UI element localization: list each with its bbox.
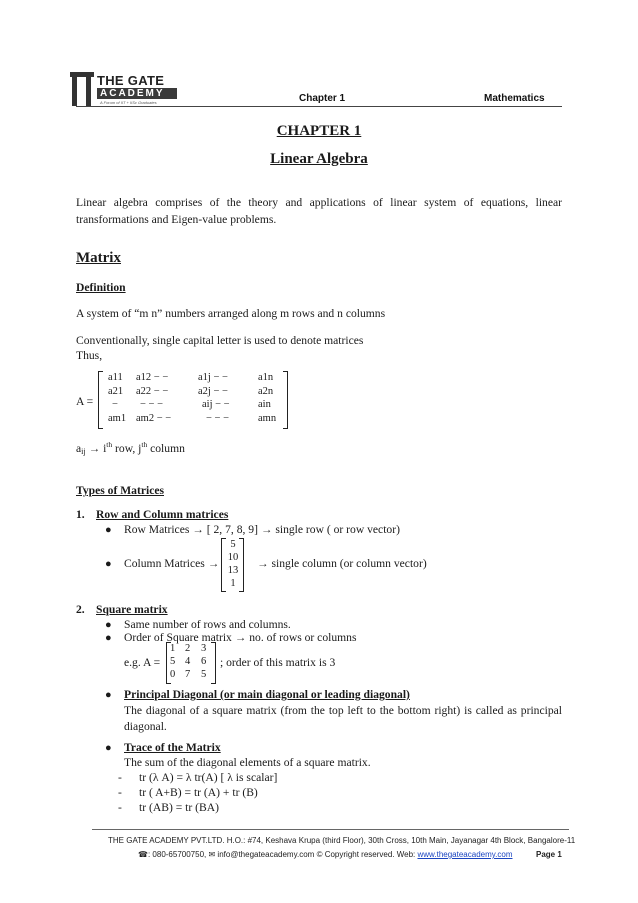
footer-email[interactable]: info@thegateacademy.com <box>217 850 315 859</box>
item2-number: 2. <box>76 603 85 616</box>
footer-page-number: Page 1 <box>536 850 562 859</box>
eg-cell: 4 <box>185 656 191 667</box>
matrix-cell: a2n <box>258 385 274 397</box>
trace-property: tr (AB) = tr (BA) <box>139 801 219 814</box>
square-bullet-1: Same number of rows and columns. <box>124 618 291 631</box>
matrix-cell: − − − <box>206 412 230 424</box>
matrix-cell: amn <box>258 412 277 424</box>
footer-address: THE GATE ACADEMY PVT.LTD. H.O.: #74, Keshava Krupa (third Floor), 30th Cross, 10th Main, Jayanagar 4th Block, Bangalore-11 <box>108 836 576 845</box>
row-matrices-text: Row Matrices → [ 2, 7, 8, 9] → single row ( or row vector) <box>124 523 400 536</box>
eg-cell: 6 <box>201 656 207 667</box>
logo-tagline: A Forum of IIT + IISc Graduates <box>100 100 157 105</box>
header-chapter: Chapter 1 <box>299 93 346 104</box>
trace-property: tr ( A+B) = tr (A) + tr (B) <box>139 786 258 799</box>
item1-title: Row and Column matrices <box>96 508 229 521</box>
principal-diagonal-text: The diagonal of a square matrix (from the top left to the bottom right) is called as principal diagonal. <box>124 704 562 733</box>
mail-icon: ✉ <box>208 850 216 859</box>
vector-cell: 10 <box>227 552 239 563</box>
matrix-cell: a22 − − <box>136 385 169 397</box>
trace-text: The sum of the diagonal elements of a square matrix. <box>124 756 371 769</box>
column-matrices-label: Column Matrices → <box>124 557 220 570</box>
matrix-cell: ain <box>258 399 271 410</box>
matrix-right-bracket <box>283 371 288 429</box>
chapter-title: CHAPTER 1 <box>276 123 362 139</box>
eg-cell: 3 <box>201 643 207 654</box>
bullet-icon: ● <box>105 558 112 570</box>
matrix-a-label: A = <box>76 395 94 408</box>
matrix-cell: a11 <box>108 372 123 383</box>
eg-cell: 1 <box>170 643 176 654</box>
principal-diagonal-title: Principal Diagonal (or main diagonal or leading diagonal) <box>124 688 410 701</box>
dash-icon: - <box>118 771 122 784</box>
column-vector <box>224 538 242 590</box>
vector-cell: 13 <box>227 565 239 576</box>
eg-matrix <box>170 643 212 682</box>
phone-icon: ☎ <box>138 850 148 859</box>
aij-note: $a_{ij} \to i^{th}$ row, $j^{th}$ column <box>76 440 185 456</box>
company-logo <box>70 72 178 106</box>
column-matrices-post: → single column (or column vector) <box>257 557 427 570</box>
eg-label: e.g. A = <box>124 656 161 669</box>
trace-title: Trace of the Matrix <box>124 741 221 754</box>
matrix-cell: − <box>112 399 118 410</box>
matrix-cell: a21 <box>108 385 124 397</box>
matrix-cell: a12 − − <box>136 372 169 383</box>
matrix-cell: − − − <box>140 399 164 410</box>
matrix-cell: am1 <box>108 412 127 424</box>
convention-text: Conventionally, single capital letter is used to denote matrices <box>76 334 364 347</box>
eg-cell: 2 <box>185 643 191 654</box>
vector-cell: 1 <box>230 578 236 589</box>
dash-icon: - <box>118 786 122 799</box>
intro-paragraph: Linear algebra comprises of the theory and applications of linear system of equations, linear transformations and Eigen-value problems. <box>76 196 562 226</box>
matrix-cell: a1j − − <box>198 372 228 383</box>
general-matrix <box>106 372 282 426</box>
bullet-icon: ● <box>105 632 112 644</box>
eg-cell: 5 <box>170 656 176 667</box>
definition-heading: Definition <box>76 281 126 294</box>
vector-cell: 5 <box>230 539 236 550</box>
item1-number: 1. <box>76 508 85 521</box>
bullet-icon: ● <box>105 689 112 701</box>
dash-icon: - <box>118 801 122 814</box>
square-bullet-2: Order of Square matrix → no. of rows or columns <box>124 631 357 644</box>
thus-text: Thus, <box>76 349 103 362</box>
matrix-heading: Matrix <box>76 250 121 266</box>
footer-copyright: © Copyright reserved. Web: <box>316 850 418 859</box>
eg-cell: 0 <box>170 669 176 680</box>
trace-property: tr (λ A) = λ tr(A) [ λ is scalar] <box>139 771 278 784</box>
eg-cell: 7 <box>185 669 191 680</box>
logo-icon <box>70 72 94 106</box>
matrix-cell: a1n <box>258 372 274 383</box>
item2-title: Square matrix <box>96 603 168 616</box>
header-divider <box>76 106 562 107</box>
footer-divider <box>92 829 569 830</box>
footer-web-link[interactable]: www.thegateacademy.com <box>417 850 513 859</box>
logo-line2: ACADEMY <box>97 88 177 99</box>
footer-phone: : 080-65700750, <box>147 850 207 859</box>
matrix-cell: am2 − − <box>136 412 172 424</box>
eg-post: ; order of this matrix is 3 <box>220 656 336 669</box>
bullet-icon: ● <box>105 619 112 631</box>
bullet-icon: ● <box>105 524 112 536</box>
definition-text: A system of “m n” numbers arranged along m rows and n columns <box>76 307 386 320</box>
logo-line1: THE GATE <box>97 73 165 88</box>
matrix-cell: aij − − <box>202 399 230 410</box>
bullet-icon: ● <box>105 742 112 754</box>
eg-cell: 5 <box>201 669 207 680</box>
types-heading: Types of Matrices <box>76 484 164 497</box>
footer-contact <box>138 850 513 859</box>
chapter-name: Linear Algebra <box>270 151 368 167</box>
matrix-left-bracket <box>98 371 103 429</box>
matrix-cell: a2j − − <box>198 385 228 397</box>
header-subject: Mathematics <box>484 93 545 104</box>
